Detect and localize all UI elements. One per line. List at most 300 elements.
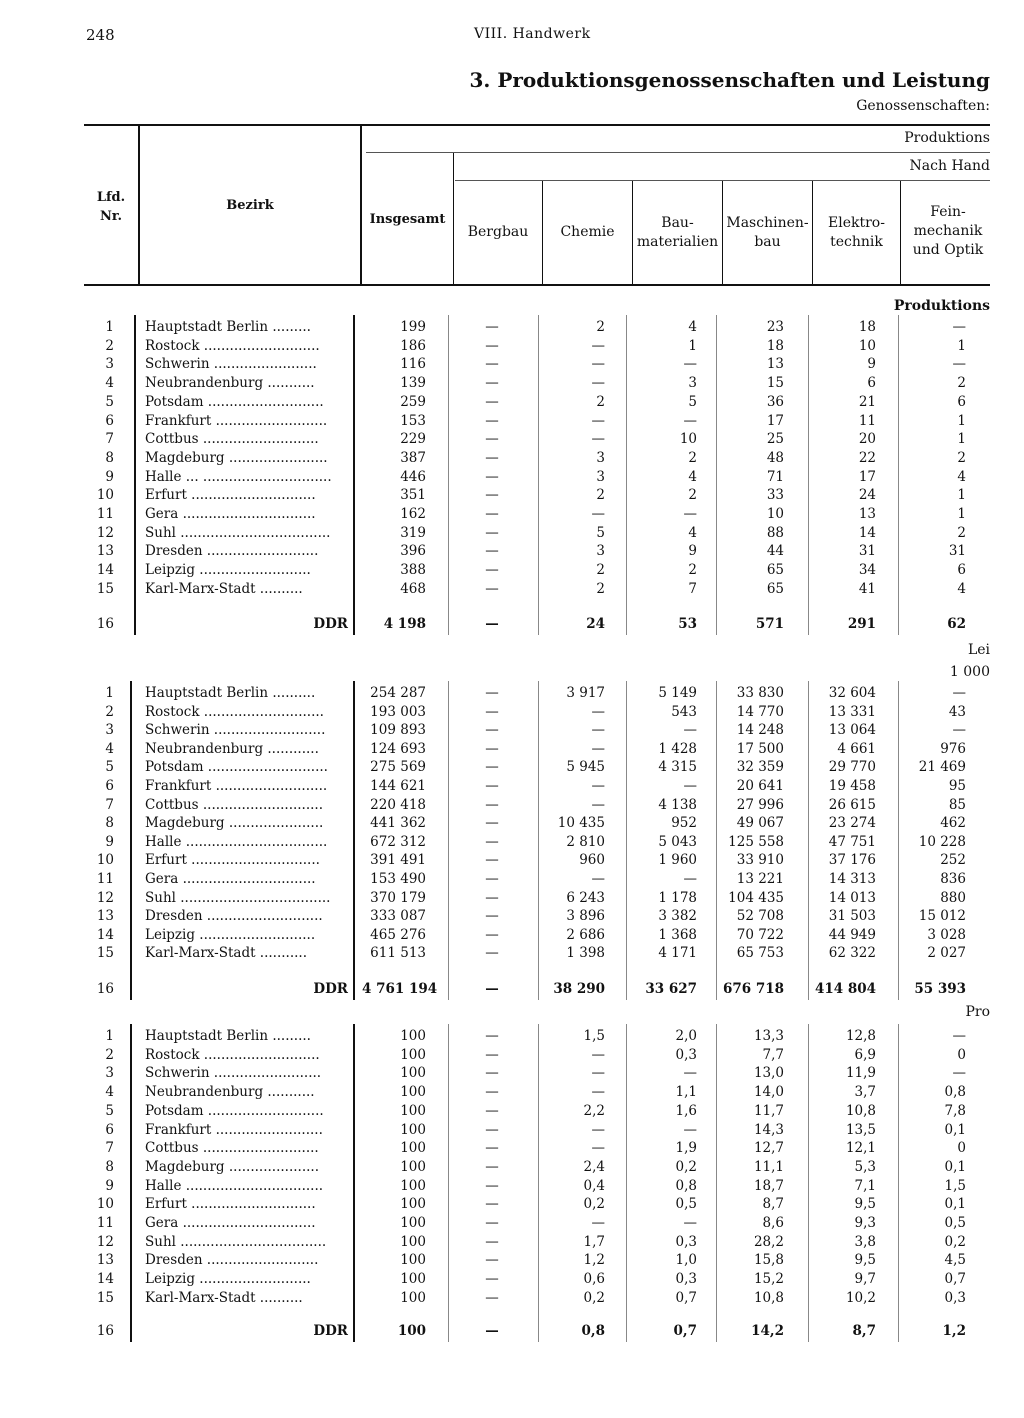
value-bergbau: —: [485, 1047, 499, 1063]
bezirk-name: Suhl ..................................: [145, 1234, 327, 1250]
value-feinmechanik: 6: [957, 394, 966, 410]
value-baumaterialien: 1 960: [658, 852, 697, 868]
bezirk-name: Dresden ...........................: [145, 908, 323, 924]
value-feinmechanik: 0,1: [944, 1159, 966, 1175]
value-elektrotechnik: 8,7: [852, 1323, 876, 1339]
row-number: 4: [105, 375, 114, 391]
value-chemie: —: [591, 741, 605, 757]
value-chemie: 0,6: [583, 1271, 605, 1287]
value-baumaterialien: 1,1: [675, 1084, 697, 1100]
value-elektrotechnik: 6,9: [854, 1047, 876, 1063]
value-bergbau: —: [485, 338, 499, 354]
value-baumaterialien: 4 315: [658, 759, 697, 775]
value-baumaterialien: 4 138: [658, 797, 697, 813]
value-feinmechanik: —: [952, 1065, 966, 1081]
value-chemie: 5 945: [566, 759, 605, 775]
row-number: 5: [105, 759, 114, 775]
value-maschinenbau: 65 753: [736, 945, 784, 961]
value-maschinenbau: 17: [766, 413, 784, 429]
header-col-chemie: Chemie: [560, 224, 615, 240]
row-number: 7: [105, 431, 114, 447]
value-insgesamt: 100: [400, 1196, 426, 1212]
value-baumaterialien: 5 043: [658, 834, 697, 850]
value-maschinenbau: 52 708: [736, 908, 784, 924]
bezirk-name: Suhl ...................................: [145, 890, 331, 906]
value-feinmechanik: 1: [957, 431, 966, 447]
value-elektrotechnik: 29 770: [828, 759, 876, 775]
value-feinmechanik: 2: [957, 525, 966, 541]
value-insgesamt: 100: [400, 1065, 426, 1081]
value-insgesamt: 100: [400, 1252, 426, 1268]
row-number: 2: [105, 1047, 114, 1063]
row-divider-light: [898, 1024, 899, 1342]
value-maschinenbau: 44: [766, 543, 784, 559]
value-insgesamt: 468: [400, 581, 426, 597]
value-maschinenbau: 48: [766, 450, 784, 466]
value-insgesamt: 100: [397, 1323, 426, 1339]
value-chemie: —: [591, 704, 605, 720]
value-elektrotechnik: 9,5: [854, 1196, 876, 1212]
row-number: 16: [96, 616, 114, 632]
table-row-total: [0, 1322, 1024, 1341]
value-feinmechanik: 252: [940, 852, 966, 868]
value-elektrotechnik: 14 313: [828, 871, 876, 887]
value-insgesamt: 351: [400, 487, 426, 503]
value-baumaterialien: —: [683, 356, 697, 372]
value-chemie: 2: [596, 319, 605, 335]
value-baumaterialien: 10: [679, 431, 697, 447]
value-baumaterialien: 3: [688, 375, 697, 391]
value-bergbau: —: [485, 1028, 499, 1044]
bezirk-name: Cottbus ...........................: [145, 431, 319, 447]
value-baumaterialien: 5 149: [658, 685, 697, 701]
value-elektrotechnik: 11,9: [845, 1065, 876, 1081]
value-bergbau: —: [485, 413, 499, 429]
bezirk-name: Potsdam ...........................: [145, 394, 324, 410]
value-maschinenbau: 125 558: [728, 834, 784, 850]
value-chemie: —: [591, 338, 605, 354]
value-baumaterialien: 5: [688, 394, 697, 410]
value-elektrotechnik: 9,5: [854, 1252, 876, 1268]
row-number: 4: [105, 741, 114, 757]
value-baumaterialien: 3 382: [658, 908, 697, 924]
value-bergbau: —: [485, 1290, 499, 1306]
table-row: [0, 580, 1024, 599]
table-subtitle: Genossenschaften:: [856, 98, 990, 114]
bezirk-name: Rostock ............................: [145, 704, 324, 720]
value-maschinenbau: 14,3: [753, 1122, 784, 1138]
row-divider-light: [716, 681, 717, 1000]
value-chemie: 0,2: [583, 1196, 605, 1212]
value-maschinenbau: 11,1: [753, 1159, 784, 1175]
value-baumaterialien: 0,7: [673, 1323, 697, 1339]
bezirk-name: Frankfurt ..........................: [145, 778, 328, 794]
row-number: 15: [96, 1290, 114, 1306]
header-group-rule: [366, 152, 990, 153]
value-bergbau: —: [485, 1159, 499, 1175]
value-bergbau: —: [485, 722, 499, 738]
row-number: 13: [96, 1252, 114, 1268]
row-number: 6: [105, 1122, 114, 1138]
value-chemie: 3: [596, 469, 605, 485]
row-number: 14: [96, 1271, 114, 1287]
table-row: [0, 355, 1024, 374]
row-number: 4: [105, 1084, 114, 1100]
bezirk-name: Neubrandenburg ...........: [145, 1084, 315, 1100]
bezirk-name: Dresden ..........................: [145, 543, 319, 559]
bezirk-name: Frankfurt .........................: [145, 1122, 323, 1138]
value-feinmechanik: 43: [948, 704, 966, 720]
value-chemie: 2 686: [566, 927, 605, 943]
row-number: 16: [96, 1323, 114, 1339]
value-bergbau: —: [485, 1271, 499, 1287]
row-number: 2: [105, 704, 114, 720]
value-chemie: 0,2: [583, 1290, 605, 1306]
section-label: Lei: [967, 642, 990, 658]
section-label: Produktions: [893, 298, 990, 314]
bezirk-name: Hauptstadt Berlin .........: [145, 1028, 311, 1044]
bezirk-name: Schwerin ........................: [145, 356, 317, 372]
table-row: [0, 870, 1024, 889]
value-feinmechanik: 0,5: [944, 1215, 966, 1231]
value-baumaterialien: 0,7: [675, 1290, 697, 1306]
bezirk-name: Karl-Marx-Stadt ...........: [145, 945, 308, 961]
value-insgesamt: 100: [400, 1028, 426, 1044]
value-insgesamt: 100: [400, 1178, 426, 1194]
value-chemie: 3: [596, 543, 605, 559]
header-top-rule: [84, 124, 990, 126]
value-chemie: 3 917: [566, 685, 605, 701]
value-baumaterialien: 2: [688, 562, 697, 578]
row-number: 8: [105, 1159, 114, 1175]
value-bergbau: —: [485, 356, 499, 372]
value-chemie: —: [591, 1215, 605, 1231]
value-elektrotechnik: 12,1: [845, 1140, 876, 1156]
value-bergbau: —: [485, 981, 499, 997]
bezirk-name: Halle ................................: [145, 1178, 324, 1194]
row-divider-light: [808, 315, 809, 635]
table-row: [0, 851, 1024, 870]
bezirk-name: Leipzig ..........................: [145, 562, 311, 578]
value-maschinenbau: 65: [766, 562, 784, 578]
value-elektrotechnik: 10,2: [845, 1290, 876, 1306]
value-insgesamt: 186: [400, 338, 426, 354]
value-insgesamt: 144 621: [370, 778, 426, 794]
header-insgesamt: Insgesamt: [369, 212, 446, 227]
value-elektrotechnik: 19 458: [828, 778, 876, 794]
value-maschinenbau: 14 248: [736, 722, 784, 738]
row-divider-light: [626, 681, 627, 1000]
table-row: [0, 889, 1024, 908]
bezirk-name: DDR: [313, 981, 348, 997]
table-row: [0, 721, 1024, 740]
row-number: 5: [105, 1103, 114, 1119]
value-feinmechanik: 85: [948, 797, 966, 813]
value-insgesamt: 109 893: [370, 722, 426, 738]
value-baumaterialien: 0,3: [675, 1271, 697, 1287]
value-insgesamt: 100: [400, 1159, 426, 1175]
value-elektrotechnik: 12,8: [845, 1028, 876, 1044]
row-number: 3: [105, 722, 114, 738]
value-maschinenbau: 15,2: [753, 1271, 784, 1287]
value-maschinenbau: 571: [755, 616, 784, 632]
value-insgesamt: 229: [400, 431, 426, 447]
value-maschinenbau: 20 641: [736, 778, 784, 794]
value-baumaterialien: —: [683, 1215, 697, 1231]
value-bergbau: —: [485, 778, 499, 794]
value-insgesamt: 388: [400, 562, 426, 578]
value-elektrotechnik: 23 274: [828, 815, 876, 831]
value-baumaterialien: 0,5: [675, 1196, 697, 1212]
value-maschinenbau: 7,7: [762, 1047, 784, 1063]
value-insgesamt: 4 198: [383, 616, 426, 632]
value-chemie: 1,7: [583, 1234, 605, 1250]
row-number: 15: [96, 945, 114, 961]
row-number: 3: [105, 356, 114, 372]
bezirk-name: Erfurt .............................: [145, 1196, 316, 1212]
bezirk-name: Leipzig ...........................: [145, 927, 316, 943]
value-insgesamt: 139: [400, 375, 426, 391]
value-feinmechanik: 1,5: [944, 1178, 966, 1194]
value-insgesamt: 333 087: [370, 908, 426, 924]
table-row: [0, 449, 1024, 468]
value-feinmechanik: 1: [957, 487, 966, 503]
bezirk-name: Leipzig ..........................: [145, 1271, 311, 1287]
value-baumaterialien: 1 368: [658, 927, 697, 943]
value-insgesamt: 259: [400, 394, 426, 410]
table-row: [0, 814, 1024, 833]
value-maschinenbau: 27 996: [736, 797, 784, 813]
value-maschinenbau: 33: [766, 487, 784, 503]
page-number: 248: [86, 26, 115, 44]
value-bergbau: —: [485, 1252, 499, 1268]
value-maschinenbau: 33 830: [736, 685, 784, 701]
value-baumaterialien: 4 171: [658, 945, 697, 961]
value-elektrotechnik: 5,3: [854, 1159, 876, 1175]
table-row: [0, 833, 1024, 852]
table-row: [0, 1083, 1024, 1102]
section-label: 1 000: [949, 664, 990, 680]
table-row: [0, 684, 1024, 703]
value-bergbau: —: [485, 759, 499, 775]
value-baumaterialien: 9: [688, 543, 697, 559]
bezirk-name: Karl-Marx-Stadt ..........: [145, 1290, 303, 1306]
value-chemie: —: [591, 778, 605, 794]
bezirk-name: Cottbus ...........................: [145, 1140, 319, 1156]
value-insgesamt: 162: [400, 506, 426, 522]
bezirk-name: Schwerin ..........................: [145, 722, 326, 738]
value-chemie: 1,2: [583, 1252, 605, 1268]
value-maschinenbau: 8,7: [762, 1196, 784, 1212]
bezirk-name: Hauptstadt Berlin ..........: [145, 685, 316, 701]
value-bergbau: —: [485, 1234, 499, 1250]
value-chemie: 0,8: [581, 1323, 605, 1339]
row-divider-insgesamt: [353, 1024, 355, 1342]
row-number: 16: [96, 981, 114, 997]
bezirk-name: Schwerin .........................: [145, 1065, 322, 1081]
value-maschinenbau: 36: [766, 394, 784, 410]
value-maschinenbau: 13,3: [753, 1028, 784, 1044]
value-feinmechanik: 4,5: [944, 1252, 966, 1268]
header-col-elektrotechnik: Elektro- technik: [828, 215, 885, 250]
table-row: [0, 926, 1024, 945]
value-elektrotechnik: 21: [858, 394, 876, 410]
value-chemie: 960: [579, 852, 605, 868]
value-bergbau: —: [485, 1065, 499, 1081]
value-elektrotechnik: 7,1: [854, 1178, 876, 1194]
header-lfd-nr: Lfd. Nr.: [96, 190, 126, 224]
row-divider-insgesamt: [353, 681, 355, 1000]
value-maschinenbau: 49 067: [736, 815, 784, 831]
row-divider-light: [716, 315, 717, 635]
table-row: [0, 374, 1024, 393]
value-bergbau: —: [485, 469, 499, 485]
value-baumaterialien: 0,2: [675, 1159, 697, 1175]
value-feinmechanik: 1: [957, 338, 966, 354]
value-insgesamt: 100: [400, 1215, 426, 1231]
value-maschinenbau: 25: [766, 431, 784, 447]
value-maschinenbau: 65: [766, 581, 784, 597]
value-feinmechanik: 0,1: [944, 1196, 966, 1212]
value-insgesamt: 465 276: [370, 927, 426, 943]
value-elektrotechnik: 13 331: [828, 704, 876, 720]
value-baumaterialien: 4: [688, 319, 697, 335]
row-number: 13: [96, 543, 114, 559]
bezirk-name: Hauptstadt Berlin .........: [145, 319, 311, 335]
row-number: 9: [105, 834, 114, 850]
header-group-nach-hand: Nach Hand: [909, 158, 990, 174]
value-maschinenbau: 13,0: [753, 1065, 784, 1081]
value-feinmechanik: 1: [957, 413, 966, 429]
value-bergbau: —: [485, 450, 499, 466]
row-divider-light: [626, 315, 627, 635]
value-baumaterialien: 1: [688, 338, 697, 354]
value-bergbau: —: [485, 1215, 499, 1231]
value-insgesamt: 100: [400, 1271, 426, 1287]
row-number: 12: [96, 1234, 114, 1250]
value-bergbau: —: [485, 890, 499, 906]
bezirk-name: Suhl ...................................: [145, 525, 331, 541]
value-elektrotechnik: 34: [858, 562, 876, 578]
value-feinmechanik: 880: [940, 890, 966, 906]
table-row: [0, 1233, 1024, 1252]
row-number: 5: [105, 394, 114, 410]
value-maschinenbau: 32 359: [736, 759, 784, 775]
value-bergbau: —: [485, 1196, 499, 1212]
bezirk-name: Potsdam ...........................: [145, 1103, 324, 1119]
row-number: 9: [105, 469, 114, 485]
bezirk-name: Magdeburg .......................: [145, 450, 328, 466]
bezirk-name: Magdeburg ......................: [145, 815, 324, 831]
value-elektrotechnik: 6: [867, 375, 876, 391]
value-feinmechanik: 0,8: [944, 1084, 966, 1100]
value-maschinenbau: 8,6: [762, 1215, 784, 1231]
value-chemie: 6 243: [566, 890, 605, 906]
table-row: [0, 1064, 1024, 1083]
value-elektrotechnik: 22: [858, 450, 876, 466]
value-maschinenbau: 14 770: [736, 704, 784, 720]
table-row: [0, 524, 1024, 543]
value-bergbau: —: [485, 685, 499, 701]
value-chemie: 2 810: [566, 834, 605, 850]
value-feinmechanik: 0: [957, 1047, 966, 1063]
value-maschinenbau: 18: [766, 338, 784, 354]
value-feinmechanik: 4: [957, 581, 966, 597]
bezirk-name: DDR: [313, 616, 348, 632]
table-row-total: [0, 615, 1024, 634]
value-insgesamt: 391 491: [370, 852, 426, 868]
value-feinmechanik: 3 028: [927, 927, 966, 943]
row-divider-light: [448, 1024, 449, 1342]
value-bergbau: —: [485, 704, 499, 720]
value-baumaterialien: 1 428: [658, 741, 697, 757]
table-row: [0, 412, 1024, 431]
row-number: 8: [105, 815, 114, 831]
value-insgesamt: 220 418: [370, 797, 426, 813]
bezirk-name: Karl-Marx-Stadt ..........: [145, 581, 303, 597]
row-divider-light: [538, 1024, 539, 1342]
value-chemie: —: [591, 871, 605, 887]
value-baumaterialien: 1 178: [658, 890, 697, 906]
table-row: [0, 777, 1024, 796]
bezirk-name: Rostock ...........................: [145, 1047, 320, 1063]
value-insgesamt: 672 312: [370, 834, 426, 850]
value-insgesamt: 319: [400, 525, 426, 541]
running-head: VIII. Handwerk: [474, 26, 591, 42]
row-number: 7: [105, 797, 114, 813]
bezirk-name: Gera ...............................: [145, 1215, 316, 1231]
value-insgesamt: 387: [400, 450, 426, 466]
table-row: [0, 796, 1024, 815]
table-row: [0, 758, 1024, 777]
value-insgesamt: 100: [400, 1103, 426, 1119]
value-chemie: —: [591, 1084, 605, 1100]
value-baumaterialien: 1,6: [675, 1103, 697, 1119]
table-row: [0, 1102, 1024, 1121]
bezirk-name: DDR: [313, 1323, 348, 1339]
bezirk-name: Magdeburg .....................: [145, 1159, 319, 1175]
value-bergbau: —: [485, 1140, 499, 1156]
value-bergbau: —: [485, 945, 499, 961]
value-chemie: 5: [596, 525, 605, 541]
value-maschinenbau: 23: [766, 319, 784, 335]
value-chemie: 24: [586, 616, 605, 632]
value-feinmechanik: 1: [957, 506, 966, 522]
section-label: Pro: [965, 1004, 990, 1020]
table-row: [0, 542, 1024, 561]
value-chemie: 2: [596, 581, 605, 597]
table-row: [0, 1251, 1024, 1270]
table-row: [0, 944, 1024, 963]
value-feinmechanik: 15 012: [918, 908, 966, 924]
value-bergbau: —: [485, 487, 499, 503]
table-row-total: [0, 980, 1024, 999]
table-row: [0, 318, 1024, 337]
value-feinmechanik: 7,8: [944, 1103, 966, 1119]
row-number: 6: [105, 413, 114, 429]
value-maschinenbau: 10: [766, 506, 784, 522]
value-maschinenbau: 15,8: [753, 1252, 784, 1268]
value-chemie: 2,2: [583, 1103, 605, 1119]
row-number: 11: [96, 1215, 114, 1231]
value-insgesamt: 153: [400, 413, 426, 429]
row-divider-light: [808, 1024, 809, 1342]
row-divider-bezirk: [130, 681, 132, 1000]
value-baumaterialien: 2,0: [675, 1028, 697, 1044]
value-maschinenbau: 70 722: [736, 927, 784, 943]
value-feinmechanik: 0,7: [944, 1271, 966, 1287]
value-baumaterialien: —: [683, 778, 697, 794]
